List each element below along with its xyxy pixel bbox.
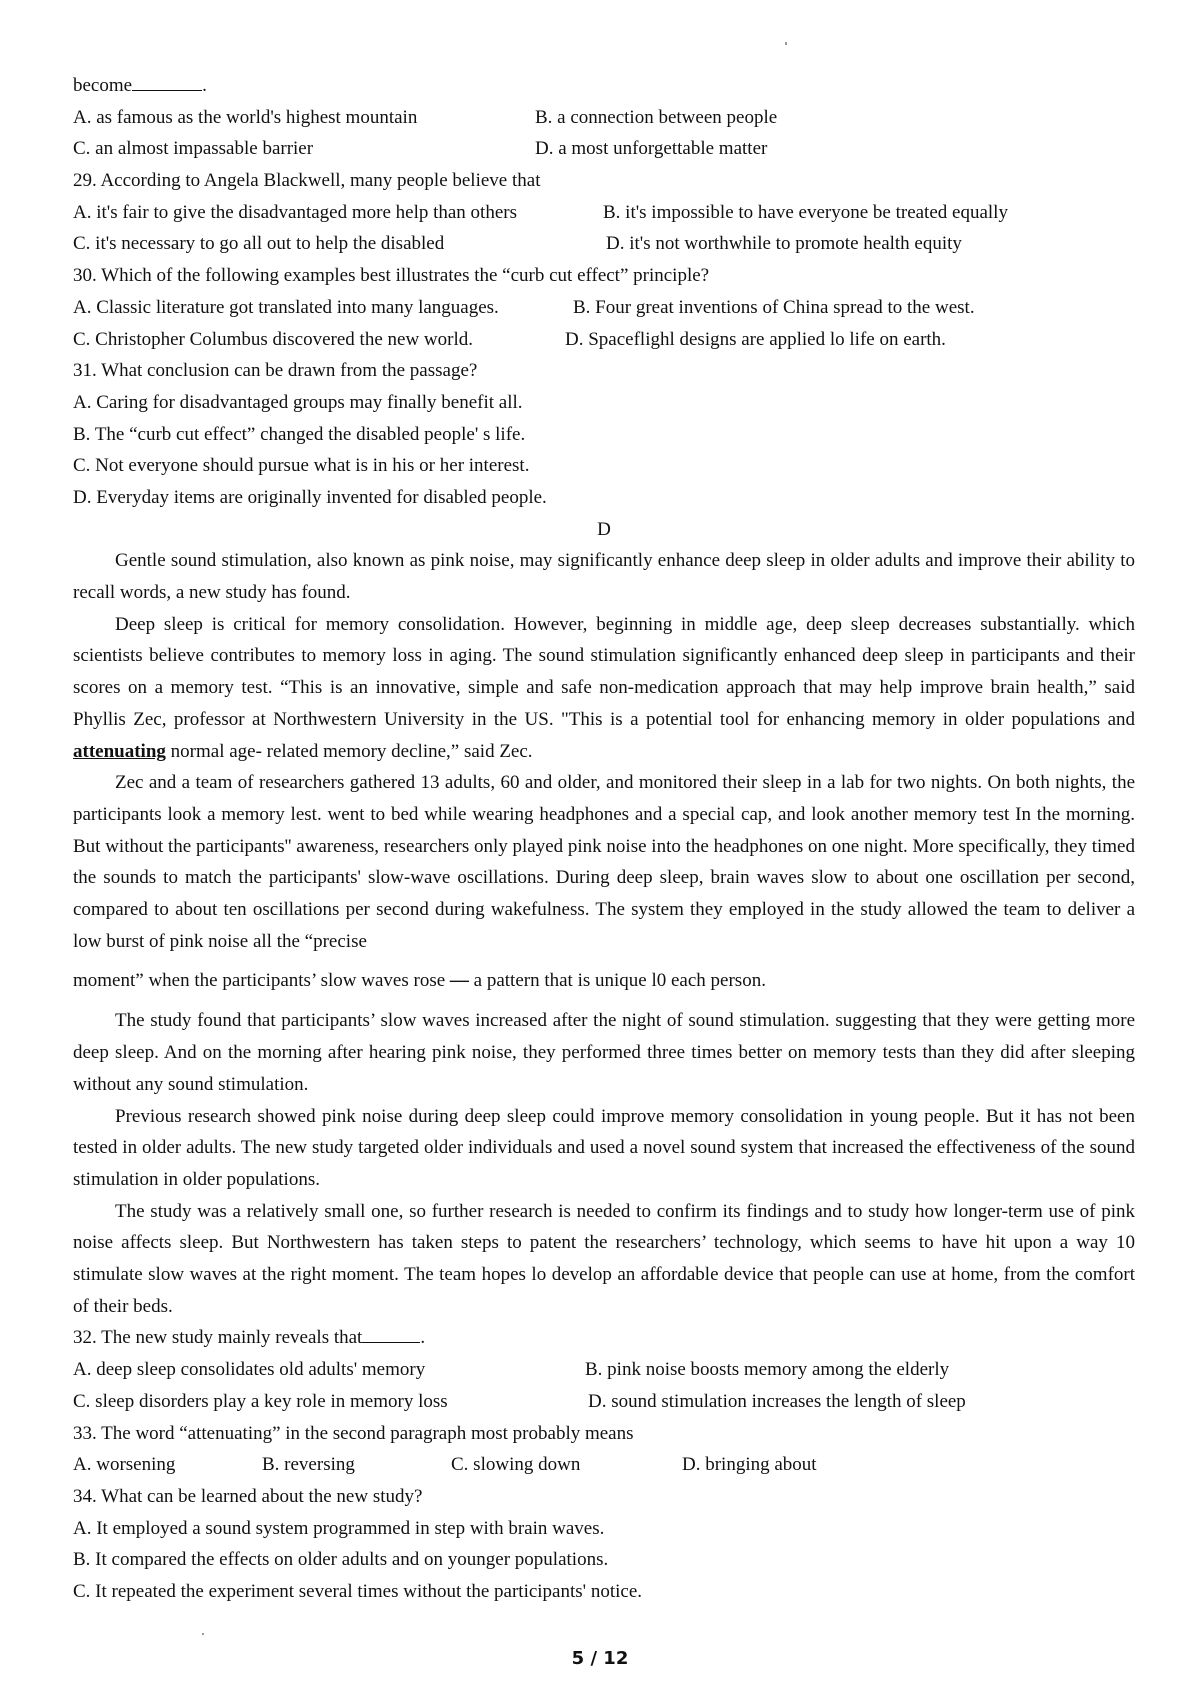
q30-stem: 30. Which of the following examples best illustrates the “curb cut effect” principle? — [73, 265, 710, 287]
q28-options-row-2 — [73, 133, 1135, 165]
passage-paragraph-1: Gentle sound stimulation, also known as pink noise, may significantly enhance deep sleep in older adults and improve their ability to recall words, a new study has found. — [73, 550, 1135, 604]
answer-blank — [132, 72, 202, 91]
q33-options-row — [73, 1449, 1135, 1481]
option-b: B. reversing — [262, 1454, 355, 1476]
q29-stem: 29. According to Angela Blackwell, many people believe that — [73, 170, 541, 192]
passage-paragraph-6: The study was a relatively small one, so further research is needed to confirm its findings and to study how longer-term use of pink noise affects sleep. But Northwestern has taken steps to patent the researchers’ technology, which seems to have hit upon a way 10 stimulate slow waves at the right moment. The team hopes lo develop an affordable device that people can use at home, from the comfort of their beds. — [73, 1200, 1135, 1317]
scan-mark — [202, 1633, 204, 1635]
option-c: C. Not everyone should pursue what is in his or her interest. — [73, 455, 530, 477]
option-a: A. as famous as the world's highest mountain — [73, 106, 418, 128]
q30-options-row-1 — [73, 292, 1135, 324]
q32-stem: 32. The new study mainly reveals that . — [73, 1322, 1135, 1354]
q31-stem: 31. What conclusion can be drawn from the passage? — [73, 360, 478, 382]
underlined-word: attenuating — [73, 740, 166, 762]
section-heading: D — [597, 518, 611, 540]
page-number: 5 / 12 — [571, 1648, 629, 1669]
passage-paragraph-3-last-line: moment” when the participants’ slow waves rose — a pattern that is unique l0 each person. — [73, 970, 766, 992]
option-b: B. pink noise boosts memory among the elderly — [585, 1359, 950, 1381]
q30-options-row-2 — [73, 324, 1135, 356]
option-a: A. It employed a sound system programmed in step with brain waves. — [73, 1517, 605, 1539]
option-c: C. sleep disorders play a key role in memory loss — [73, 1390, 448, 1412]
q28-options-row-1 — [73, 102, 1135, 134]
option-d: D. sound stimulation increases the length of sleep — [588, 1390, 966, 1412]
q33-stem: 33. The word “attenuating” in the second paragraph most probably means — [73, 1422, 634, 1444]
q28-stem-end: become . — [73, 70, 1135, 102]
option-b: B. Four great inventions of China spread to the west. — [573, 296, 975, 318]
option-a: A. Caring for disadvantaged groups may finally benefit all. — [73, 391, 523, 413]
option-d: D. a most unforgettable matter — [535, 138, 768, 160]
option-c: C. Christopher Columbus discovered the new world. — [73, 328, 474, 350]
option-c: C. it's necessary to go all out to help the disabled — [73, 233, 445, 255]
option-b: B. a connection between people — [535, 106, 778, 128]
option-b: B. it's impossible to have everyone be treated equally — [603, 201, 1008, 223]
option-d: D. it's not worthwhile to promote health equity — [606, 233, 962, 255]
q34-stem: 34. What can be learned about the new study? — [73, 1485, 423, 1507]
option-b: B. It compared the effects on older adults and on younger populations. — [73, 1549, 609, 1571]
option-d: D. bringing about — [682, 1454, 817, 1476]
exam-page — [73, 70, 1135, 1608]
q29-options-row-2 — [73, 228, 1135, 260]
q32-options-row-1 — [73, 1354, 1135, 1386]
option-a: A. Classic literature got translated into many languages. — [73, 296, 499, 318]
option-c: C. It repeated the experiment several times without the participants' notice. — [73, 1580, 643, 1602]
option-a: A. it's fair to give the disadvantaged more help than others — [73, 201, 517, 223]
q29-options-row-1 — [73, 197, 1135, 229]
option-d: D. Everyday items are originally invented for disabled people. — [73, 486, 547, 508]
option-a: A. deep sleep consolidates old adults' memory — [73, 1359, 426, 1381]
q32-options-row-2 — [73, 1386, 1135, 1418]
passage-paragraph-4: The study found that participants’ slow waves increased after the night of sound stimulation. suggesting that they were getting more deep sleep. And on the morning after hearing pink noise, they performed three times better on memory tests than they did after sleeping without any sound stimulation. — [73, 1010, 1135, 1095]
option-c: C. slowing down — [451, 1454, 581, 1476]
passage-paragraph-3: Zec and a team of researchers gathered 13 adults, 60 and older, and monitored their sleep in a lab for two nights. On both nights, the participants look a memory lest. went to bed while wearing headphones and a special cap, and look another memory test In the morning. But without the participants'' awareness, researchers only played pink noise into the headphones on one night. More specifically, they timed the sounds to match the participants' slow-wave oscillations. During deep sleep, brain waves slow to about one oscillation per second, compared to about ten oscillations per second during wakefulness. The system they employed in the study allowed the team to deliver a low burst of pink noise all the “precise — [73, 772, 1135, 952]
option-d: D. Spaceflighl designs are applied lo life on earth. — [565, 328, 946, 350]
option-b: B. The “curb cut effect” changed the disabled people' s life. — [73, 423, 526, 445]
passage-paragraph-2: Deep sleep is critical for memory consolidation. However, beginning in middle age, deep sleep decreases substantially. which scientists believe contributes to memory loss in aging. The sound stimulation significantly enhanced deep sleep in participants and their scores on a memory test. “This is an innovative, simple and safe non-medication approach that may help improve brain health,” said Phyllis Zec, professor at Northwestern University in the US. "This is a potential tool for enhancing memory in older populations and attenuating normal age- related memory decline,” said Zec. — [73, 613, 1135, 762]
em-dash: — — [449, 970, 469, 992]
answer-blank — [362, 1324, 420, 1343]
scan-mark — [785, 42, 787, 45]
passage-paragraph-5: Previous research showed pink noise during deep sleep could improve memory consolidation in young people. But it has not been tested in older adults. The new study targeted older individuals and used a novel sound system that increased the effectiveness of the sound stimulation in older populations. — [73, 1105, 1135, 1190]
option-c: C. an almost impassable barrier — [73, 138, 314, 160]
option-a: A. worsening — [73, 1454, 176, 1476]
